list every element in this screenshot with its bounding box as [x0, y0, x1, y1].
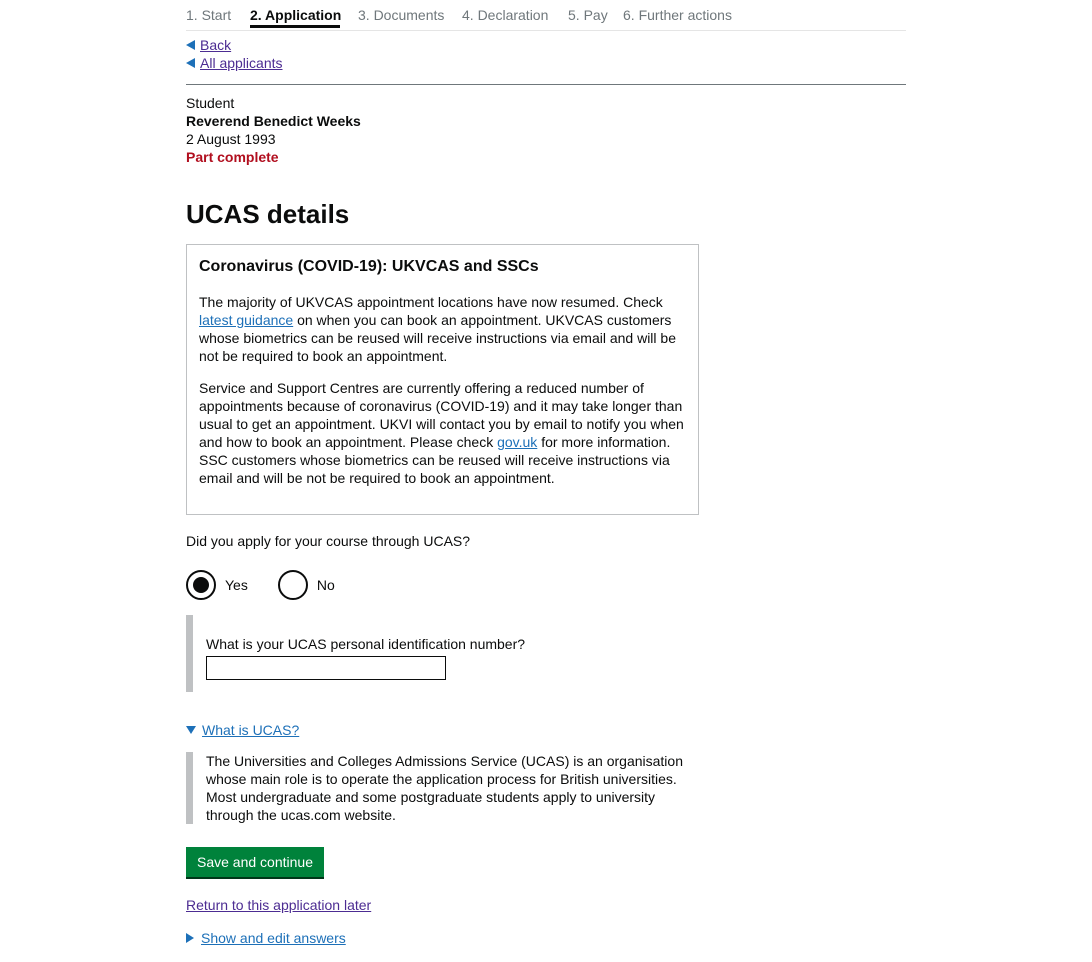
radio-no-label[interactable]: No [316, 577, 335, 593]
step-further-actions[interactable]: 6. Further actions [623, 7, 732, 23]
gov-uk-link[interactable]: gov.uk [497, 434, 538, 450]
radio-dot [193, 577, 209, 593]
all-applicants-link[interactable]: All applicants [200, 55, 283, 71]
ucas-number-input[interactable] [206, 656, 446, 680]
applicant-dob: 2 August 1993 [186, 131, 276, 147]
save-and-continue-button[interactable]: Save and continue [186, 847, 324, 877]
page-title: UCAS details [186, 199, 350, 229]
applicant-type: Student [186, 95, 235, 111]
what-is-ucas-text: The Universities and Colleges Admissions Service (UCAS) is an organisation whose main role is to operate the application process for British universities. Most undergraduate and some postgraduate students apply to university through the ucas.com website. [186, 752, 693, 824]
notice-text: Service and Support Centres are currently offering a reduced number of appointments because of coronavirus (COVID-19) and it may take longer than usual to get an appointment. UKVI will contact you by email to notify you when and how to book an appointment. Please check [199, 380, 684, 450]
step-navigation [186, 0, 906, 31]
step-documents[interactable]: 3. Documents [358, 7, 445, 23]
step-start[interactable]: 1. Start [186, 7, 232, 23]
radio-yes-label[interactable]: Yes [225, 577, 248, 593]
caret-right-icon [186, 933, 194, 943]
show-answers-toggle[interactable] [186, 930, 346, 946]
ucas-number-conditional [186, 615, 525, 692]
caret-down-icon [186, 726, 196, 734]
covid-notice [186, 244, 699, 515]
caret-left-icon [186, 40, 195, 50]
radio-button-selected[interactable] [186, 570, 216, 600]
applicant-summary [186, 94, 361, 166]
back-links [186, 36, 283, 72]
notice-text: on when you can book an appointment. UKVCAS customers whose biometrics can be reused will receive instructions via email and will be not be required to book an appointment. [199, 312, 676, 364]
radio-button[interactable] [278, 570, 308, 600]
ucas-question-label: Did you apply for your course through UCAS? [186, 533, 471, 549]
latest-guidance-link[interactable]: latest guidance [199, 312, 294, 328]
step-pay[interactable]: 5. Pay [568, 7, 608, 23]
radio-yes[interactable] [186, 570, 248, 600]
show-edit-answers-link[interactable]: Show and edit answers [201, 930, 346, 946]
applicant-name: Reverend Benedict Weeks [186, 113, 361, 129]
status-badge: Part complete [186, 149, 279, 165]
notice-paragraph-2 [199, 379, 686, 487]
step-declaration[interactable]: 4. Declaration [462, 7, 549, 23]
back-link[interactable]: Back [200, 37, 232, 53]
ucas-number-label: What is your UCAS personal identification number? [206, 636, 526, 652]
notice-text: The majority of UKVCAS appointment locations have now resumed. Check [199, 294, 663, 310]
return-later-link[interactable]: Return to this application later [186, 897, 372, 913]
what-is-ucas-link[interactable]: What is UCAS? [202, 722, 300, 738]
caret-left-icon [186, 58, 195, 68]
notice-title: Coronavirus (COVID-19): UKVCAS and SSCs [199, 258, 539, 275]
notice-paragraph-1 [199, 293, 686, 365]
step-application[interactable]: 2. Application [250, 7, 342, 23]
notice-text: for more information. SSC customers whose biometrics can be reused will receive instructions via email and will be not be required to book an appointment. [199, 434, 671, 486]
divider [186, 84, 906, 85]
radio-no[interactable] [278, 570, 335, 600]
what-is-ucas-toggle[interactable] [186, 722, 299, 738]
active-step-underline [250, 25, 340, 28]
ucas-radio-group [186, 568, 365, 602]
